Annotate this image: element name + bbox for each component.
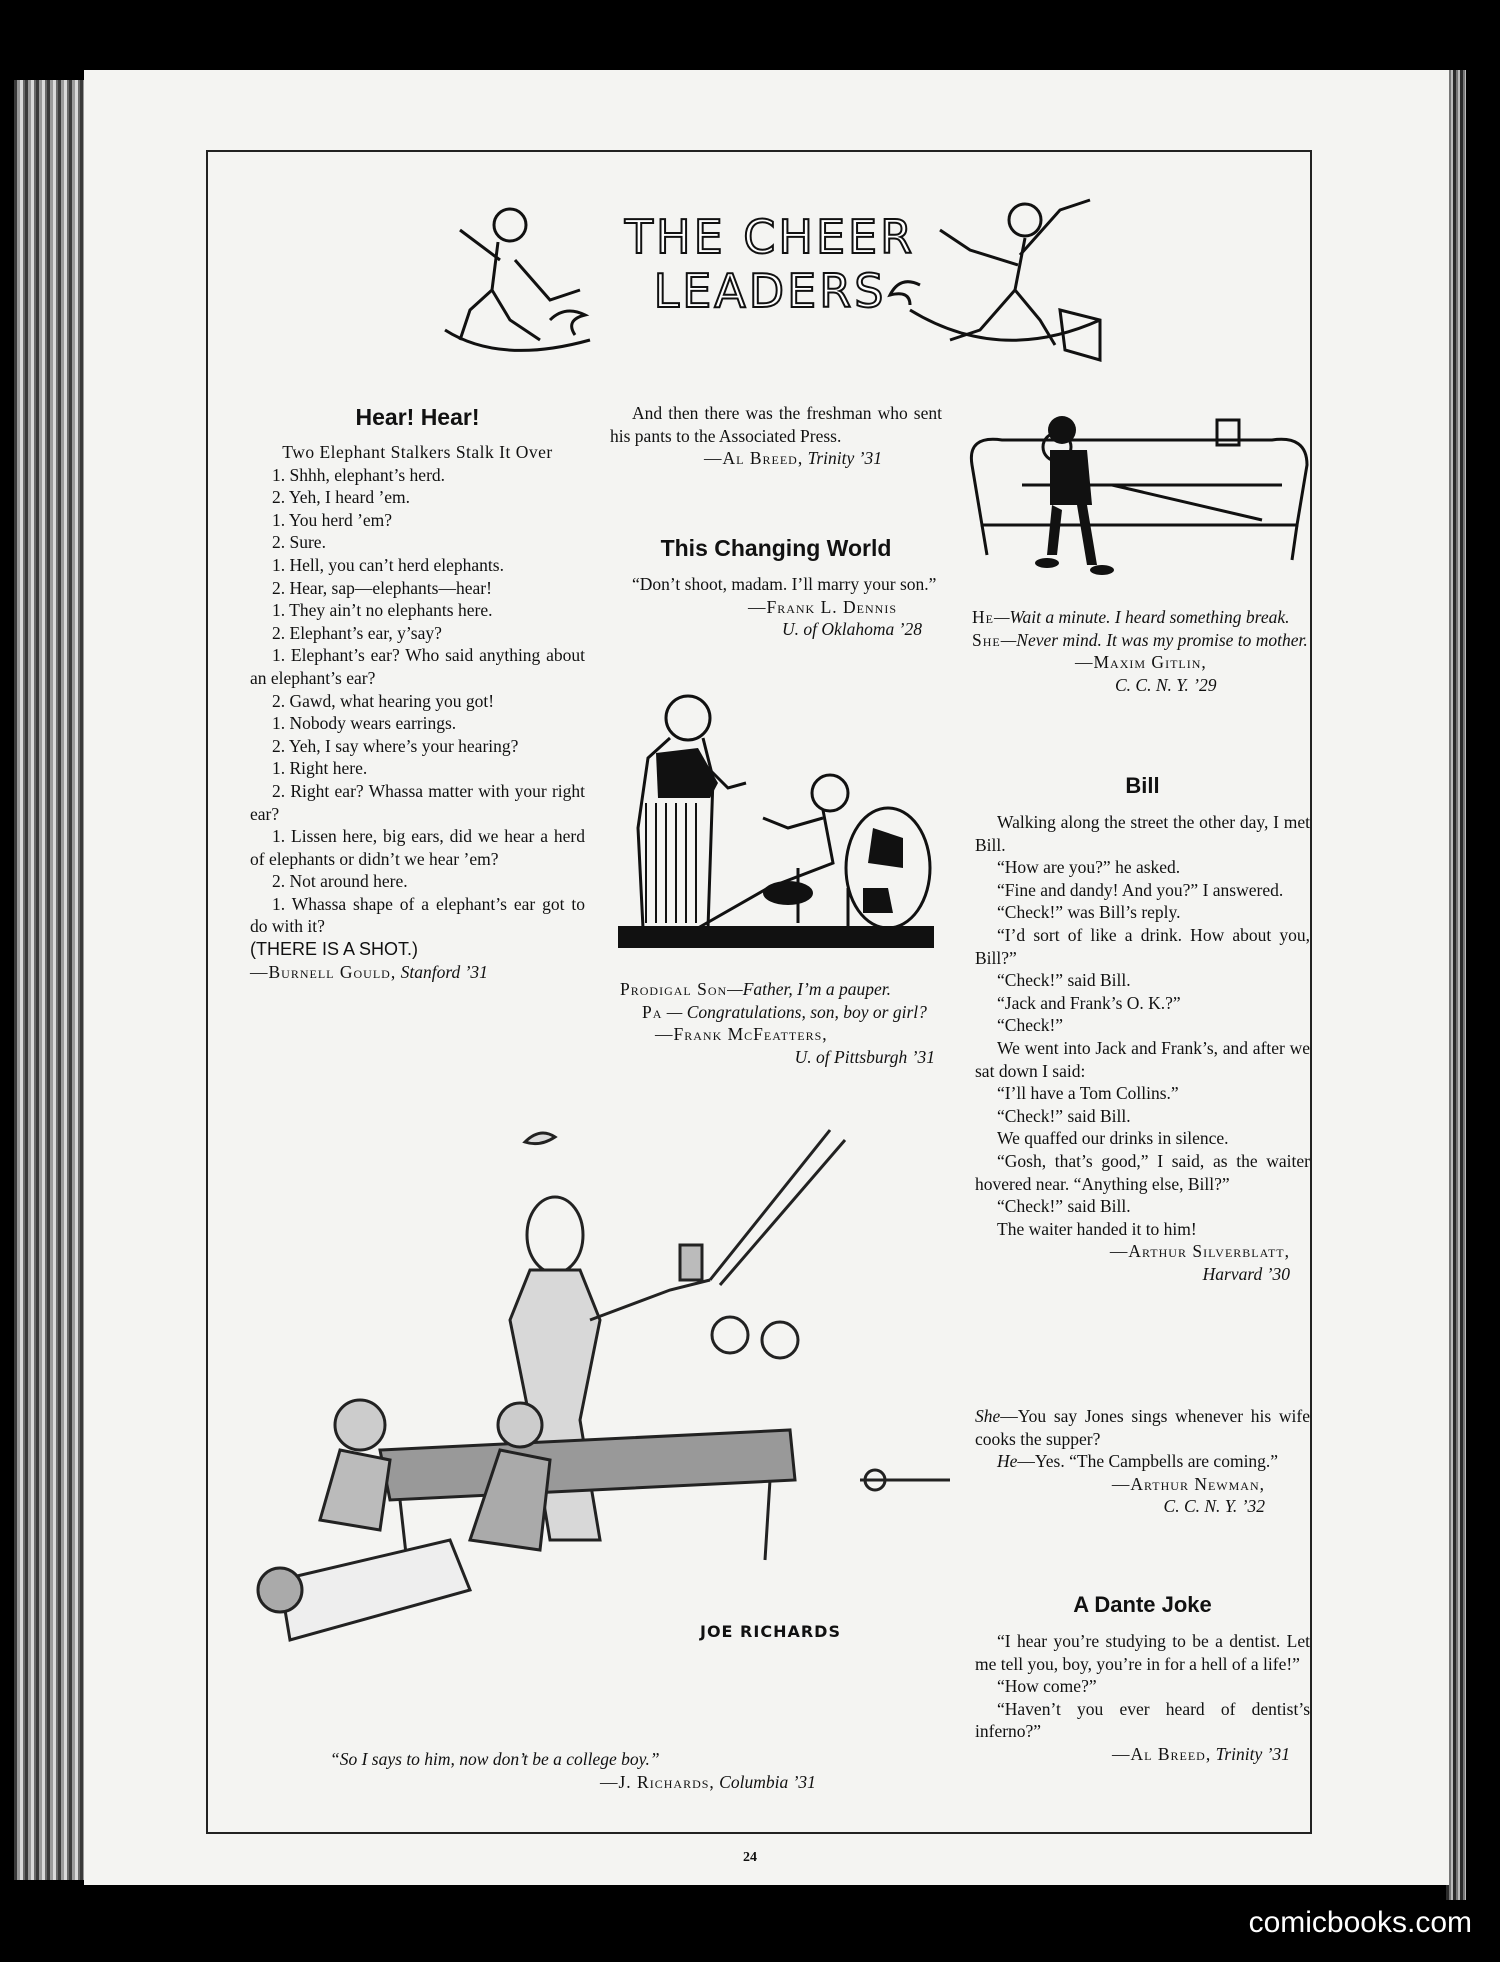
hear-shot: (THERE IS A SHOT.) — [250, 939, 419, 960]
jones-credit-school: C. C. N. Y. ’32 — [1163, 1496, 1265, 1517]
sofa-credit-name: —Maxim Gitlin, — [1075, 652, 1207, 673]
dante-heading: A Dante Joke — [1073, 1592, 1212, 1617]
prodigal-credit-school: U. of Pittsburgh ’31 — [794, 1046, 935, 1067]
book-spine-edge — [14, 80, 84, 1880]
bill-line: We quaffed our drinks in silence. — [997, 1128, 1229, 1149]
sofa-couple-illustration — [962, 405, 1314, 595]
bill-line: “Jack and Frank’s O. K.?” — [997, 992, 1181, 1013]
hear-line: 2. Gawd, what hearing you got! — [272, 690, 495, 711]
prodigal-credit-name: —Frank McFeatters, — [655, 1024, 828, 1045]
bill-line: “Gosh, that’s good,” I said, as the waiter hovered near. “Anything else, Bill?” — [975, 1150, 1310, 1194]
hear-line: 1. Hell, you can’t herd elephants. — [272, 554, 504, 575]
changing-credit-name: —Frank L. Dennis — [747, 596, 897, 617]
hear-line: 1. They ain’t no elephants here. — [272, 600, 493, 621]
hear-line: 2. Not around here. — [272, 871, 408, 892]
changing-credit-school: U. of Oklahoma ’28 — [782, 619, 922, 640]
hear-line: 2. Hear, sap—elephants—hear! — [272, 577, 492, 598]
hear-line: 2. Elephant’s ear, y’say? — [272, 622, 442, 643]
freshman-credit: —Al Breed, Trinity ’31 — [704, 448, 882, 469]
hear-line: 1. Nobody wears earrings. — [272, 713, 457, 734]
hear-line: 1. Shhh, elephant’s herd. — [272, 464, 446, 485]
bill-credit-name: —Arthur Silverblatt, — [1109, 1241, 1290, 1262]
laboratory-illustration — [250, 1120, 970, 1680]
watermark: comicbooks.com — [1248, 1906, 1472, 1939]
hear-line: 2. Yeh, I heard ’em. — [272, 487, 411, 508]
prodigal-son-illustration — [618, 688, 934, 950]
changing-text: “Don’t shoot, madam. I’ll marry your son.” — [632, 574, 937, 594]
dante-credit: —Al Breed, Trinity ’31 — [1112, 1743, 1290, 1764]
bill-article — [975, 811, 1310, 1285]
dante-article — [975, 1630, 1310, 1766]
bill-line: The waiter handed it to him! — [997, 1218, 1197, 1239]
dante-line: “I hear you’re studying to be a dentist. Let me tell you, boy, you’re in for a hell of a life!” — [975, 1631, 1310, 1674]
changing-heading: This Changing World — [660, 535, 892, 561]
bill-credit-school: Harvard ’30 — [1202, 1263, 1290, 1284]
sofa-caption: He—Wait a minute. I heard something break. She—Never mind. It was my promise to mother. —Maxim Gitlin, C. C. N. Y. ’29 — [950, 606, 1310, 696]
lab-credit: —J. Richards, Columbia ’31 — [600, 1771, 816, 1792]
hear-line: 1. You herd ’em? — [272, 509, 393, 530]
hear-article — [250, 441, 585, 983]
lab-caption — [330, 1748, 930, 1793]
freshman-joke — [610, 402, 942, 470]
bill-line: “Check!” — [997, 1015, 1064, 1036]
hear-line: 1. Elephant’s ear? Who said anything about an elephant’s ear? — [250, 645, 585, 688]
bill-line: “Check!” was Bill’s reply. — [997, 902, 1181, 923]
hear-line: 1. Right here. — [272, 758, 368, 779]
prodigal-caption: Prodigal Son—Father, I’m a pauper. Pa — Congratulations, son, boy or girl? —Frank McFeatters, U. of Pittsburgh ’31 — [620, 979, 935, 1067]
bill-story — [975, 811, 1310, 1240]
bill-line: “Check!” said Bill. — [997, 1196, 1131, 1217]
bill-line: “Fine and dandy! And you?” I answered. — [997, 879, 1284, 900]
page-number: 24 — [743, 1850, 757, 1865]
dante-dialogue — [975, 1630, 1310, 1743]
hear-line: 2. Yeh, I say where’s your hearing? — [272, 735, 519, 756]
hear-line: 2. Right ear? Whassa matter with your right ear? — [250, 780, 585, 824]
bill-line: “How are you?” he asked. — [997, 857, 1181, 878]
artist-signature: JOE RICHARDS — [700, 1622, 841, 1641]
dante-line: “How come?” — [997, 1676, 1097, 1697]
jones-credit-name: —Arthur Newman, — [1111, 1473, 1265, 1494]
hear-line: 1. Whassa shape of a elephant’s ear got to do with it? — [250, 893, 585, 937]
hear-line: 1. Lissen here, big ears, did we hear a herd of elephants or didn’t we hear ’em? — [250, 826, 585, 869]
bill-heading: Bill — [1125, 773, 1160, 798]
hear-subheading: Two Elephant Stalkers Stalk It Over — [282, 442, 553, 462]
lab-caption-text: “So I says to him, now don’t be a college boy.” — [330, 1749, 660, 1769]
hear-line: 2. Sure. — [272, 532, 326, 553]
book-right-edge — [1446, 70, 1466, 1900]
bill-line: “I’ll have a Tom Collins.” — [997, 1083, 1179, 1104]
dante-line: “Haven’t you ever heard of dentist’s inferno?” — [975, 1698, 1310, 1742]
jones-joke: She—You say Jones sings whenever his wife cooks the supper? He—Yes. “The Campbells are coming.” —Arthur Newman, C. C. N. Y. ’32 — [975, 1406, 1310, 1517]
hear-credit: —Burnell Gould, Stanford ’31 — [250, 961, 488, 982]
bill-line: “Check!” said Bill. — [997, 970, 1131, 991]
bill-line: Walking along the street the other day, I met Bill. — [975, 812, 1310, 855]
sofa-credit-school: C. C. N. Y. ’29 — [1115, 674, 1217, 695]
banner-title: THE CHEER LEADERS — [624, 210, 916, 318]
changing-article — [610, 573, 942, 641]
hear-dialogue — [250, 464, 585, 938]
bill-line: We went into Jack and Frank’s, and after we sat down I said: — [975, 1037, 1310, 1081]
bill-line: “I’d sort of like a drink. How about you, Bill?” — [975, 924, 1310, 968]
freshman-text: And then there was the freshman who sent his pants to the Associated Press. — [610, 403, 942, 446]
hear-heading: Hear! Hear! — [355, 404, 480, 430]
bill-line: “Check!” said Bill. — [997, 1105, 1131, 1126]
